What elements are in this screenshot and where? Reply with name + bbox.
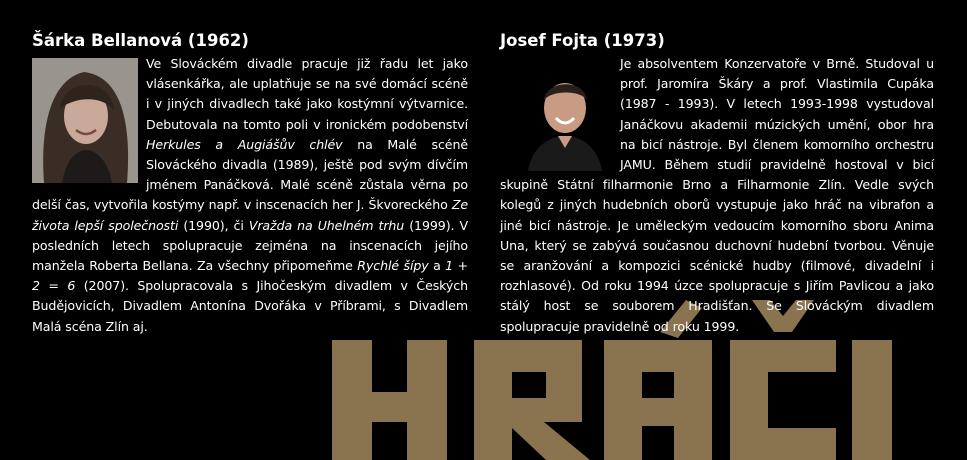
bio-italic-title: Ze života lepší společnosti — [32, 197, 468, 233]
bio-heading: Josef Fojta (1973) — [500, 31, 665, 50]
bio-italic-title: 1 + 2 = 6 — [32, 258, 468, 294]
bio-text-run: Je absolventem Konzervatoře v Brně. Studoval u prof. Jaromíra Škáry a prof. Vlastimila Cupáka (1987 - 1993). V letech 1993-1998 vystudoval Janáčkovu akademii múzických umění, obor hra na bicí nástroje. Byl členem komorního orchestru JAMU. Během studií pravidelně hostoval v bicí skupině Státní filharmonie Brno a Filharmonie Zlín. Vedle svých kolegů z jiných hudebních oborů vystupuje jako hráč na vibrafon a jiné bicí nástroje. Je uměleckým vedoucím komorního sboru Anima Una, který se zabývá současnou duchovní hudební tvorbou. Věnuje se aranžování a kompozici scénické hudby (filmové, divadelní i rozhlasové). Od roku 1994 úzce spolupracuje s Jiřím Pavlicou a jako stálý host se souborem Hradišťan. Se Slováckým divadlem spolupracuje pravidelně od roku 1999. — [500, 56, 934, 334]
bio-card-josef-fojta — [500, 30, 934, 337]
portrait-photo-man — [522, 66, 608, 171]
bio-text-run: (2007). Spolupracovala s Jihočeským divadlem v Českých Budějovicích, Divadlem Antonína Dvořáka v Příbrami, s Divadlem Malá scéna Zlín aj. — [32, 278, 468, 334]
bio-card-sarka-bellanova — [32, 30, 468, 337]
bio-text-run: (1990), či — [178, 217, 249, 233]
bio-italic-title: Herkules a Augiášův chlév — [146, 136, 343, 152]
portrait-photo-woman — [32, 58, 138, 183]
bio-text-run: na Malé scéně Slováckého divadla (1989), ještě pod svým dívčím jménem Panáčková. Malé scéně zůstala věrna po delší čas, vytvořila kostýmy např. v inscenacích her J. Škvoreckého — [32, 136, 468, 213]
bio-text-run: a — [428, 258, 446, 274]
bio-text-run: (1999). V posledních letech spolupracuje zejména na inscenacích jejího manžela Roberta Bellana. Za všechny připomeňme — [32, 217, 468, 274]
bio-text-run: Ve Slováckém divadle pracuje již řadu let jako vlásenkářka, ale uplatňuje se na své domácí scéně i v jiných divadlech také jako kostýmní výtvarnice. Debutovala na tomto poli v ironickém podobenství — [146, 56, 468, 132]
bio-heading: Šárka Bellanová (1962) — [32, 31, 249, 50]
bio-italic-title: Vražda na Uhelném trhu — [248, 217, 405, 233]
bio-italic-title: Rychlé šípy — [357, 258, 429, 274]
